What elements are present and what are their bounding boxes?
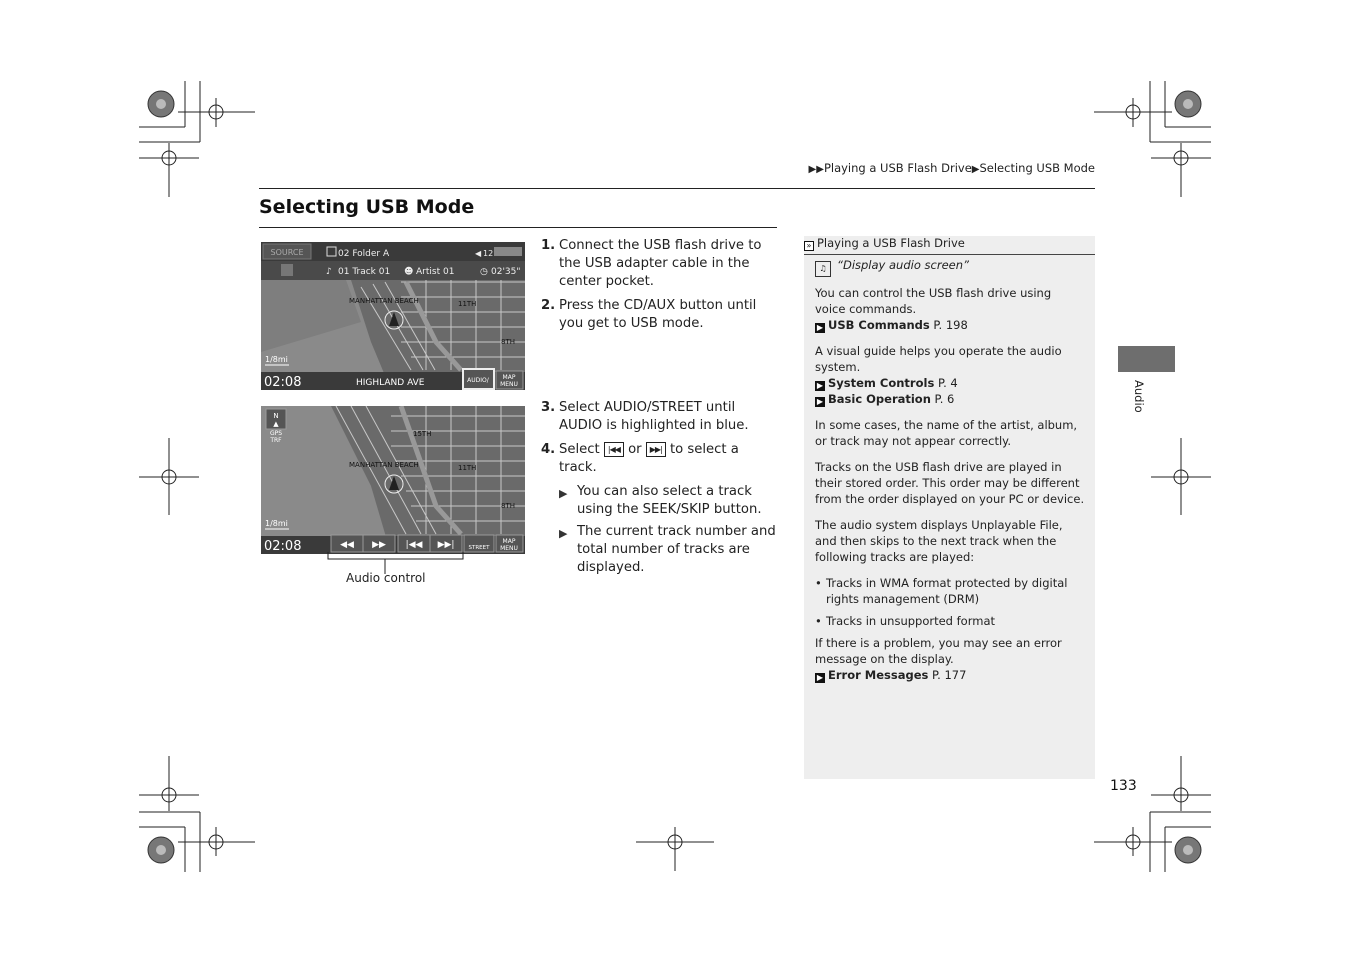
- bullet-text: Tracks in WMA format protected by digital rights management (DRM): [826, 576, 1068, 606]
- folder-name: 02 Folder A: [338, 249, 390, 259]
- step-text-part: or: [623, 442, 646, 457]
- page-number: 133: [1110, 778, 1137, 794]
- audio-icon: [281, 264, 293, 276]
- step-text: Connect the USB flash drive to the USB adapter cable in the center pocket.: [559, 238, 762, 289]
- source-button[interactable]: SOURCE: [270, 248, 304, 257]
- person-icon: ☻: [404, 267, 414, 277]
- map-menu-button-label: MAP: [502, 538, 516, 545]
- skip-forward-icon: ▶▶|: [437, 540, 455, 550]
- triangle-right-icon: ▶: [559, 527, 568, 540]
- step-number: 2.: [541, 298, 556, 313]
- steps-group-2: [541, 399, 777, 581]
- sub-note: [559, 483, 777, 519]
- audio-street-key: AUDIO/STREET: [603, 400, 702, 415]
- reference-label[interactable]: USB Commands: [828, 318, 930, 332]
- note-text: A visual guide helps you operate the audio system.: [815, 344, 1062, 374]
- header-rule: [259, 188, 1095, 189]
- skip-forward-icon: ▶▶|: [646, 442, 666, 457]
- map-scale: 1/8mi: [265, 355, 288, 364]
- nav-screen-audio-control: [261, 406, 525, 554]
- audio-street-button-label: STREET: [468, 545, 490, 551]
- reference-arrow-icon: ▶: [816, 323, 824, 332]
- map-menu-button-label: MAP: [502, 374, 516, 381]
- arrow-icon: ▶: [971, 164, 980, 175]
- skip-back-icon: |◀◀: [604, 442, 624, 457]
- reference-arrow-icon: ▶: [816, 381, 824, 390]
- side-note-title: Playing a USB Flash Drive: [817, 236, 965, 250]
- bullet-item: [815, 613, 1085, 629]
- map-label: MANHATTAN BEACH: [349, 297, 419, 305]
- page-title: Selecting USB Mode: [259, 196, 475, 218]
- step-text-part: to select a track.: [559, 442, 739, 475]
- side-note-body: [815, 257, 1085, 693]
- bullet-text: Tracks in unsupported format: [826, 614, 996, 628]
- image-caption: Audio control: [346, 571, 426, 585]
- speaker-icon: ◀: [475, 249, 482, 258]
- map-menu-button-label: MENU: [500, 381, 518, 388]
- cross-reference[interactable]: [815, 667, 1085, 683]
- bullet-icon: •: [815, 576, 822, 590]
- bullet-item: [815, 575, 1085, 607]
- step-text: [559, 399, 777, 435]
- step-text: Press the CD/AUX button until you get to USB mode.: [559, 298, 757, 331]
- cross-reference[interactable]: [815, 391, 1085, 407]
- music-note-icon: ♪: [326, 267, 332, 277]
- note-text: If there is a problem, you may see an error message on the display.: [815, 636, 1062, 666]
- step-text-part: Select: [559, 442, 604, 457]
- gps-label: GPS: [269, 430, 283, 437]
- step-text-part: until: [701, 400, 736, 415]
- map-label: 8TH: [501, 502, 515, 510]
- elapsed-time: 02'35": [491, 267, 521, 277]
- current-road: HIGHLAND AVE: [356, 378, 425, 388]
- double-arrow-icon: ▶▶: [808, 164, 824, 175]
- reference-page: P. 177: [928, 668, 967, 682]
- cross-reference[interactable]: [815, 317, 1085, 333]
- clock-icon: ◷: [480, 267, 488, 277]
- map-label: MANHATTAN BEACH: [349, 461, 419, 469]
- step-text-part: is highlighted in blue.: [602, 418, 749, 433]
- fast-forward-icon: ▶▶: [372, 540, 386, 550]
- side-note-header: [804, 236, 1095, 255]
- reference-label[interactable]: Basic Operation: [828, 392, 931, 406]
- audio-key: AUDIO: [559, 418, 603, 433]
- clock: 02:08: [264, 375, 302, 390]
- note-paragraph: [815, 635, 1085, 683]
- reference-label[interactable]: Error Messages: [828, 668, 929, 682]
- voice-command-text: “Display audio screen”: [837, 258, 969, 272]
- rewind-icon: ◀◀: [340, 540, 354, 550]
- map-label: 11TH: [458, 464, 477, 472]
- note-text: You can control the USB flash drive using voice commands.: [815, 286, 1052, 316]
- reference-page: P. 6: [930, 392, 955, 406]
- artist-name: Artist 01: [416, 267, 455, 277]
- map-label: 15TH: [413, 430, 432, 438]
- compass-arrow-icon: ▲: [273, 420, 279, 428]
- step-text: [559, 441, 777, 477]
- track-name: 01 Track 01: [338, 267, 391, 277]
- map-menu-button-label: MENU: [500, 545, 518, 552]
- volume-level: 12: [483, 249, 494, 258]
- sub-note-text: The current track number and total number of tracks are displayed.: [577, 524, 776, 575]
- step-item: [541, 237, 777, 291]
- map-scale: 1/8mi: [265, 519, 288, 528]
- steps-group-1: [541, 237, 777, 339]
- reference-page: P. 4: [934, 376, 958, 390]
- note-text: In some cases, the name of the artist, album, or track may not appear correctly.: [815, 418, 1078, 448]
- reference-label[interactable]: System Controls: [828, 376, 935, 390]
- reference-arrow-icon: ▶: [816, 673, 824, 682]
- voice-command-icon: ♫: [815, 261, 831, 277]
- clock: 02:08: [264, 539, 302, 554]
- step-item: [541, 297, 777, 333]
- skip-back-icon: |◀◀: [405, 540, 423, 550]
- chapter-tab[interactable]: [1118, 346, 1175, 372]
- audio-street-button-label: AUDIO/: [467, 377, 489, 384]
- reference-arrow-icon: ▶: [816, 397, 824, 406]
- note-text: Tracks on the USB flash drive are played in their stored order. This order may be different from the order displayed on your PC or device.: [815, 460, 1085, 506]
- nav-screen-audio: [261, 242, 525, 390]
- sub-note-text: You can also select a track using the SEEK/SKIP button.: [577, 484, 762, 517]
- north-label: N: [273, 412, 279, 420]
- breadcrumb-item[interactable]: Selecting USB Mode: [979, 161, 1095, 175]
- step-item: [541, 441, 777, 477]
- chapter-tab-label: Audio: [1132, 380, 1146, 413]
- note-text: The audio system displays Unplayable File, and then skips to the next track when the following tracks are played:: [815, 518, 1063, 564]
- map-label: 8TH: [501, 338, 515, 346]
- sub-note: [559, 523, 777, 577]
- reference-page: P. 198: [929, 318, 968, 332]
- step-number: 3.: [541, 400, 556, 415]
- title-rule: [259, 227, 777, 228]
- breadcrumb: [700, 161, 1095, 175]
- traffic-label: TRF: [270, 437, 282, 444]
- step-item: [541, 399, 777, 435]
- note-paragraph: [815, 343, 1085, 407]
- note-paragraph: [815, 285, 1085, 333]
- triangle-right-icon: ▶: [559, 487, 568, 500]
- breadcrumb-item[interactable]: Playing a USB Flash Drive: [823, 161, 972, 175]
- reference-icon: »: [804, 241, 814, 251]
- map-label: 11TH: [458, 300, 477, 308]
- voice-command: [815, 257, 1085, 277]
- step-number: 1.: [541, 238, 556, 253]
- bullet-icon: •: [815, 614, 822, 628]
- volume-bar: [494, 247, 522, 256]
- step-number: 4.: [541, 442, 556, 457]
- cross-reference[interactable]: [815, 375, 1085, 391]
- step-text-part: Select: [559, 400, 604, 415]
